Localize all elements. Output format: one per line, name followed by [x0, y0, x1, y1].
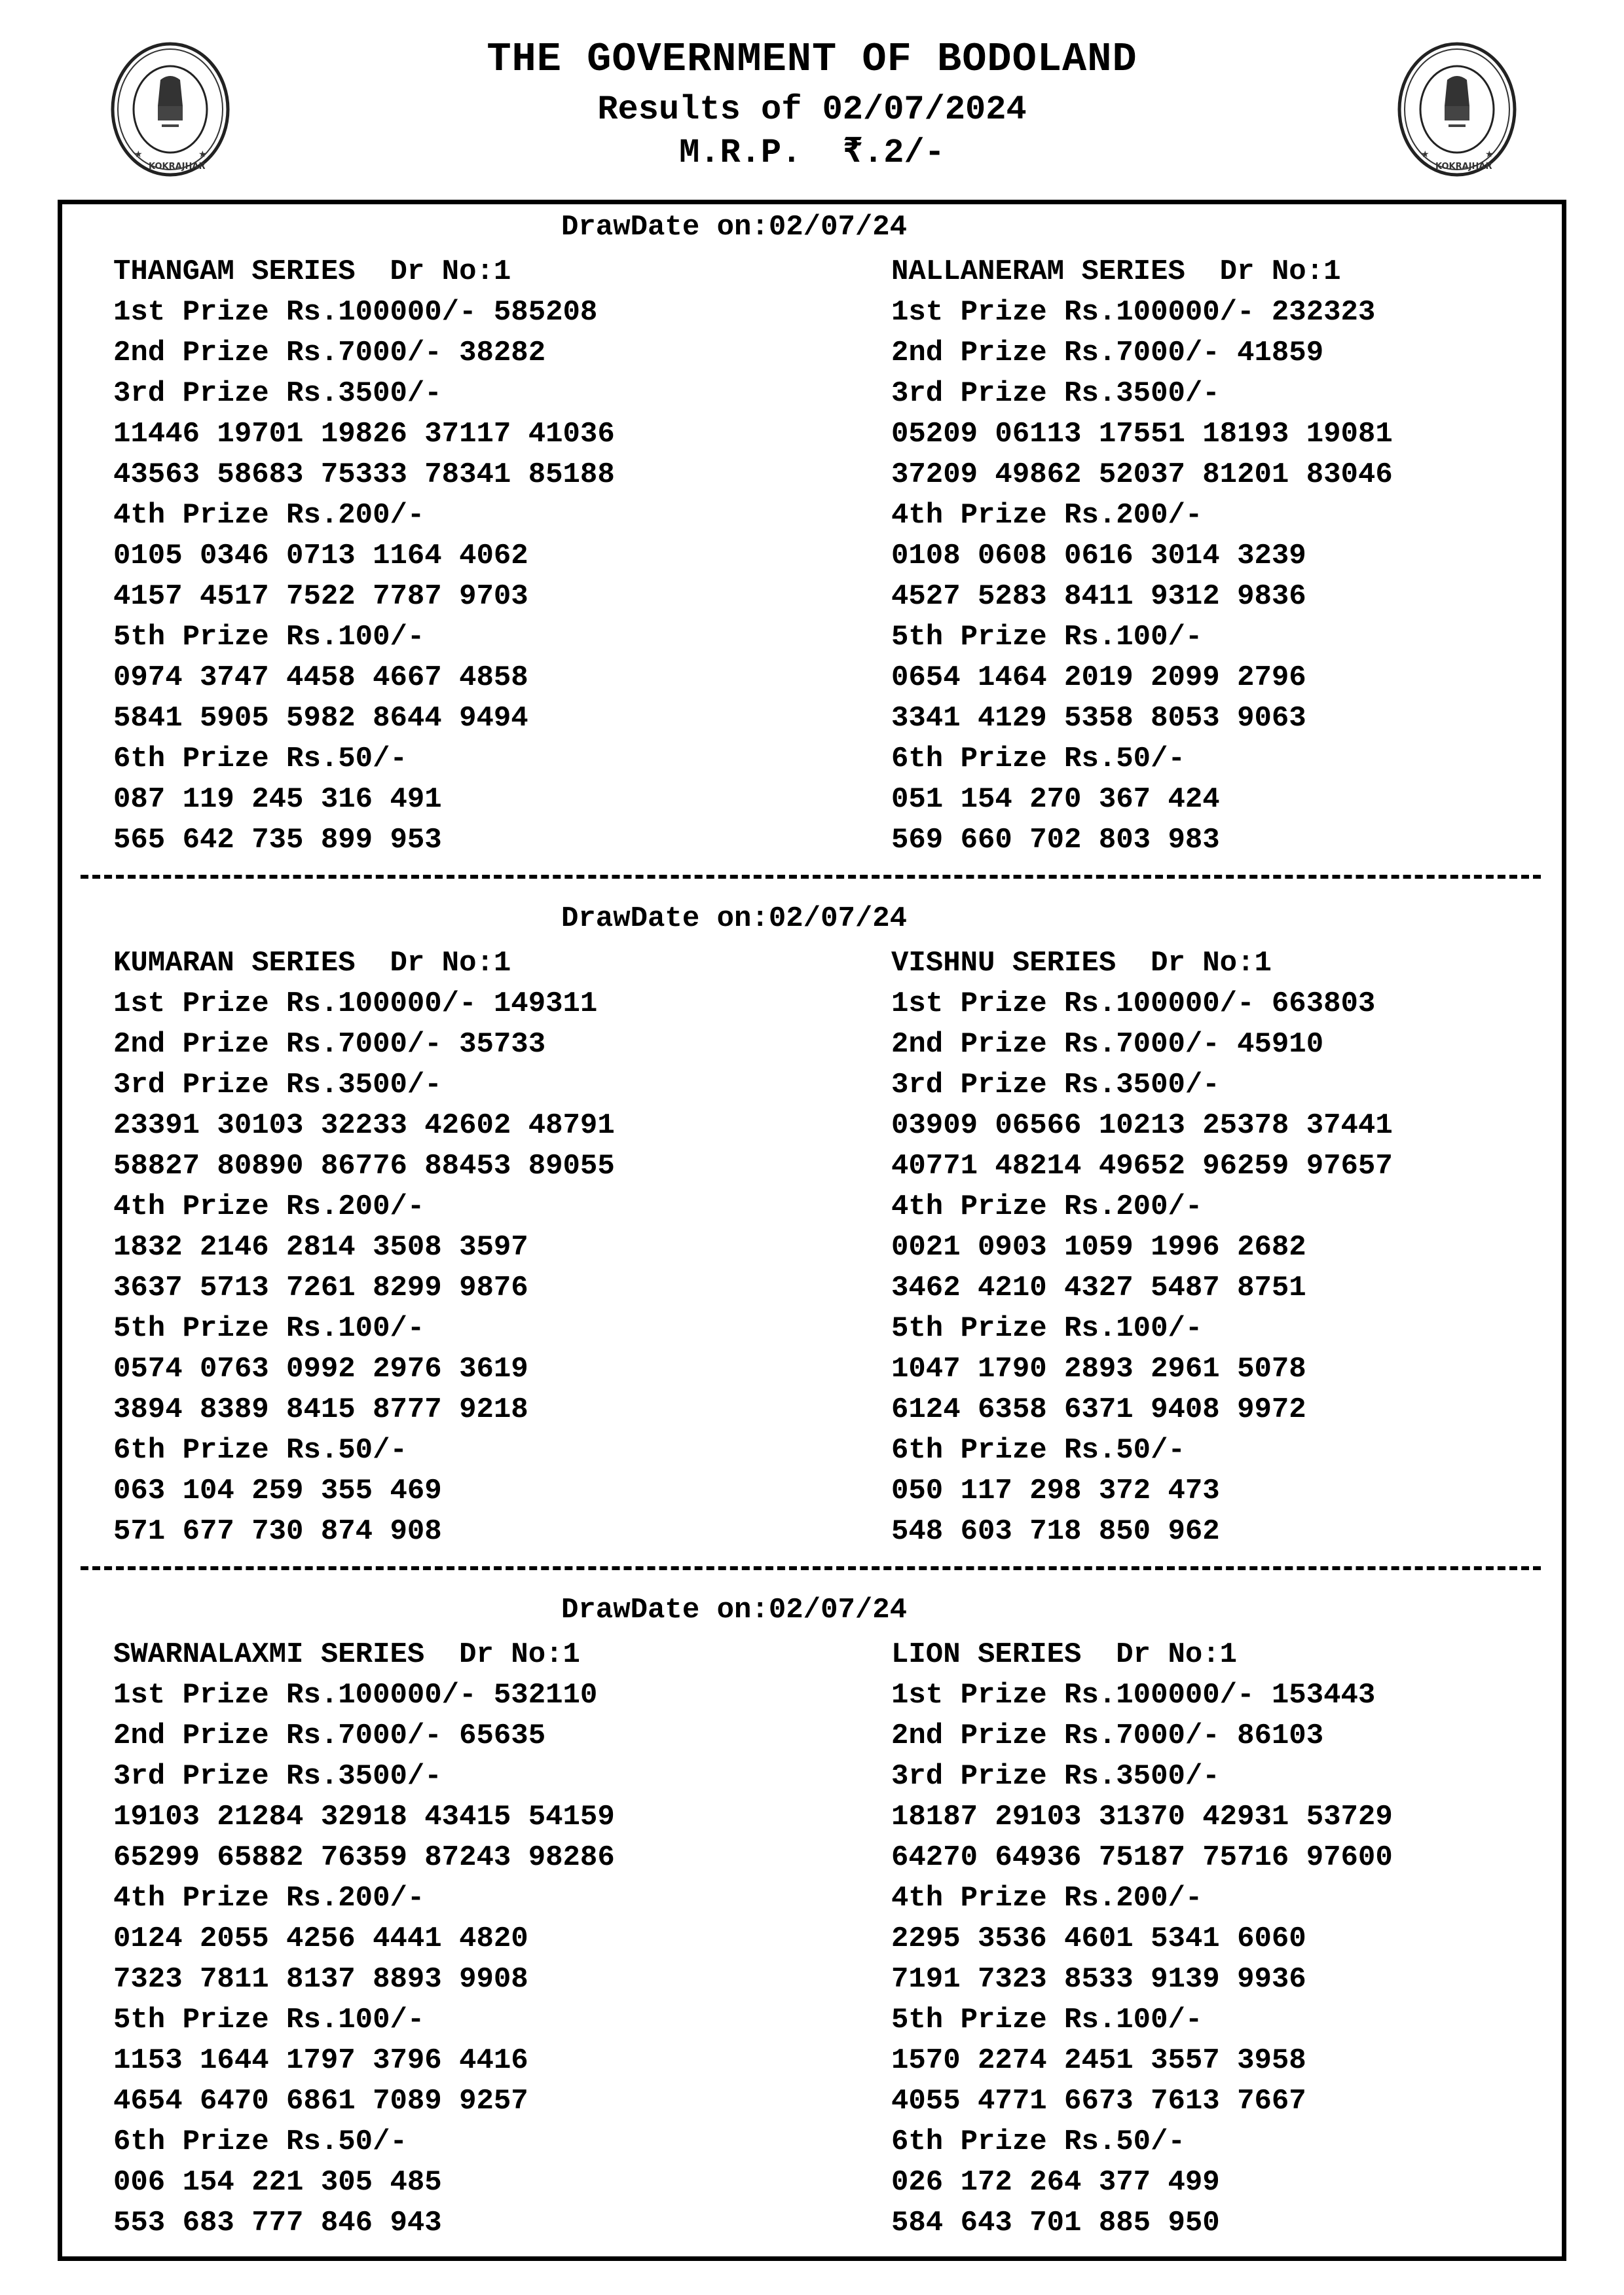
fourth-prize-numbers: 1832 2146 2814 3508 3597: [113, 1231, 528, 1264]
fifth-prize-label: 5th Prize Rs.100/-: [891, 621, 1203, 653]
series-title: THANGAM SERIES Dr No:1: [113, 255, 511, 288]
fourth-prize-label: 4th Prize Rs.200/-: [891, 1882, 1203, 1915]
first-prize: 1st Prize Rs.100000/- 149311: [113, 987, 598, 1020]
series-column-left: [113, 943, 615, 1552]
fifth-prize-numbers: 1153 1644 1797 3796 4416: [113, 2044, 528, 2077]
sixth-prize-numbers: 584 643 701 885 950: [891, 2207, 1220, 2239]
third-prize-label: 3rd Prize Rs.3500/-: [891, 1760, 1220, 1793]
sixth-prize-numbers: 051 154 270 367 424: [891, 783, 1220, 816]
third-prize-numbers: 18187 29103 31370 42931 53729: [891, 1801, 1393, 1833]
sixth-prize-label: 6th Prize Rs.50/-: [113, 2125, 407, 2158]
third-prize-label: 3rd Prize Rs.3500/-: [891, 377, 1220, 410]
third-prize-numbers: 58827 80890 86776 88453 89055: [113, 1150, 615, 1183]
second-prize: 2nd Prize Rs.7000/- 65635: [113, 1719, 546, 1752]
sixth-prize-label: 6th Prize Rs.50/-: [891, 1434, 1185, 1467]
sixth-prize-numbers: 063 104 259 355 469: [113, 1475, 442, 1507]
results-date: Results of 02/07/2024: [597, 90, 1027, 129]
dashed-divider: [81, 1566, 1541, 1570]
fourth-prize-numbers: 0108 0608 0616 3014 3239: [891, 540, 1306, 572]
fifth-prize-label: 5th Prize Rs.100/-: [891, 2004, 1203, 2036]
series-column-right: [891, 251, 1393, 860]
fourth-prize-numbers: 0021 0903 1059 1996 2682: [891, 1231, 1306, 1264]
fifth-prize-numbers: 3341 4129 5358 8053 9063: [891, 702, 1306, 735]
third-prize-numbers: 03909 06566 10213 25378 37441: [891, 1109, 1393, 1142]
third-prize-numbers: 40771 48214 49652 96259 97657: [891, 1150, 1393, 1183]
fourth-prize-numbers: 4527 5283 8411 9312 9836: [891, 580, 1306, 613]
second-prize: 2nd Prize Rs.7000/- 35733: [113, 1028, 546, 1061]
series-column-left: [113, 1634, 615, 2243]
svg-text:KOKRAJHAR: KOKRAJHAR: [1435, 162, 1492, 172]
third-prize-numbers: 65299 65882 76359 87243 98286: [113, 1841, 615, 1874]
svg-text:★: ★: [134, 149, 143, 160]
sixth-prize-numbers: 050 117 298 372 473: [891, 1475, 1220, 1507]
third-prize-numbers: 11446 19701 19826 37117 41036: [113, 418, 615, 450]
fourth-prize-numbers: 7191 7323 8533 9139 9936: [891, 1963, 1306, 1996]
results-frame: [58, 200, 1566, 2261]
third-prize-numbers: 64270 64936 75187 75716 97600: [891, 1841, 1393, 1874]
series-column-right: [891, 1634, 1393, 2243]
sixth-prize-numbers: 006 154 221 305 485: [113, 2166, 442, 2199]
series-column-right: [891, 943, 1393, 1552]
series-column-left: [113, 251, 615, 860]
page-title: THE GOVERNMENT OF BODOLAND: [487, 36, 1137, 83]
fifth-prize-numbers: 1570 2274 2451 3557 3958: [891, 2044, 1306, 2077]
fifth-prize-numbers: 0654 1464 2019 2099 2796: [891, 661, 1306, 694]
fifth-prize-label: 5th Prize Rs.100/-: [113, 1312, 425, 1345]
fourth-prize-label: 4th Prize Rs.200/-: [891, 1190, 1203, 1223]
third-prize-numbers: 37209 49862 52037 81201 83046: [891, 458, 1393, 491]
fifth-prize-numbers: 6124 6358 6371 9408 9972: [891, 1393, 1306, 1426]
sixth-prize-numbers: 087 119 245 316 491: [113, 783, 442, 816]
sixth-prize-numbers: 565 642 735 899 953: [113, 824, 442, 856]
third-prize-label: 3rd Prize Rs.3500/-: [113, 377, 442, 410]
mrp-price: M.R.P. ₹.2/-: [679, 134, 945, 172]
sixth-prize-label: 6th Prize Rs.50/-: [113, 1434, 407, 1467]
third-prize-label: 3rd Prize Rs.3500/-: [113, 1760, 442, 1793]
first-prize: 1st Prize Rs.100000/- 663803: [891, 987, 1376, 1020]
third-prize-numbers: 19103 21284 32918 43415 54159: [113, 1801, 615, 1833]
third-prize-numbers: 05209 06113 17551 18193 19081: [891, 418, 1393, 450]
fourth-prize-numbers: 0105 0346 0713 1164 4062: [113, 540, 528, 572]
dashed-divider: [81, 875, 1541, 879]
second-prize: 2nd Prize Rs.7000/- 45910: [891, 1028, 1324, 1061]
draw-date: DrawDate on:02/07/24: [561, 902, 908, 935]
series-title: NALLANERAM SERIES Dr No:1: [891, 255, 1341, 288]
fourth-prize-label: 4th Prize Rs.200/-: [891, 499, 1203, 532]
fifth-prize-label: 5th Prize Rs.100/-: [113, 2004, 425, 2036]
fifth-prize-numbers: 4055 4771 6673 7613 7667: [891, 2085, 1306, 2118]
fourth-prize-label: 4th Prize Rs.200/-: [113, 1882, 425, 1915]
sixth-prize-numbers: 548 603 718 850 962: [891, 1515, 1220, 1548]
svg-text:★: ★: [198, 149, 207, 160]
sixth-prize-numbers: 553 683 777 846 943: [113, 2207, 442, 2239]
first-prize: 1st Prize Rs.100000/- 153443: [891, 1679, 1376, 1712]
fifth-prize-label: 5th Prize Rs.100/-: [113, 621, 425, 653]
first-prize: 1st Prize Rs.100000/- 585208: [113, 296, 598, 329]
fourth-prize-label: 4th Prize Rs.200/-: [113, 499, 425, 532]
third-prize-numbers: 43563 58683 75333 78341 85188: [113, 458, 615, 491]
third-prize-label: 3rd Prize Rs.3500/-: [113, 1069, 442, 1101]
sixth-prize-numbers: 569 660 702 803 983: [891, 824, 1220, 856]
fourth-prize-numbers: 4157 4517 7522 7787 9703: [113, 580, 528, 613]
sixth-prize-numbers: 571 677 730 874 908: [113, 1515, 442, 1548]
sixth-prize-label: 6th Prize Rs.50/-: [891, 743, 1185, 775]
second-prize: 2nd Prize Rs.7000/- 86103: [891, 1719, 1324, 1752]
series-title: LION SERIES Dr No:1: [891, 1638, 1238, 1671]
fifth-prize-numbers: 4654 6470 6861 7089 9257: [113, 2085, 528, 2118]
fourth-prize-numbers: 2295 3536 4601 5341 6060: [891, 1922, 1306, 1955]
svg-text:★: ★: [1485, 149, 1494, 160]
fourth-prize-numbers: 3462 4210 4327 5487 8751: [891, 1272, 1306, 1304]
page-header: [0, 0, 1624, 196]
fifth-prize-numbers: 3894 8389 8415 8777 9218: [113, 1393, 528, 1426]
sixth-prize-numbers: 026 172 264 377 499: [891, 2166, 1220, 2199]
series-title: KUMARAN SERIES Dr No:1: [113, 947, 511, 980]
draw-date: DrawDate on:02/07/24: [561, 1594, 908, 1626]
fourth-prize-numbers: 7323 7811 8137 8893 9908: [113, 1963, 528, 1996]
fifth-prize-numbers: 1047 1790 2893 2961 5078: [891, 1353, 1306, 1386]
first-prize: 1st Prize Rs.100000/- 532110: [113, 1679, 598, 1712]
third-prize-label: 3rd Prize Rs.3500/-: [891, 1069, 1220, 1101]
fifth-prize-numbers: 5841 5905 5982 8644 9494: [113, 702, 528, 735]
first-prize: 1st Prize Rs.100000/- 232323: [891, 296, 1376, 329]
fourth-prize-numbers: 3637 5713 7261 8299 9876: [113, 1272, 528, 1304]
series-title: SWARNALAXMI SERIES Dr No:1: [113, 1638, 580, 1671]
fourth-prize-label: 4th Prize Rs.200/-: [113, 1190, 425, 1223]
sixth-prize-label: 6th Prize Rs.50/-: [891, 2125, 1185, 2158]
svg-text:KOKRAJHAR: KOKRAJHAR: [149, 162, 206, 172]
fifth-prize-numbers: 0974 3747 4458 4667 4858: [113, 661, 528, 694]
sixth-prize-label: 6th Prize Rs.50/-: [113, 743, 407, 775]
fourth-prize-numbers: 0124 2055 4256 4441 4820: [113, 1922, 528, 1955]
draw-date: DrawDate on:02/07/24: [561, 211, 908, 244]
fifth-prize-label: 5th Prize Rs.100/-: [891, 1312, 1203, 1345]
series-title: VISHNU SERIES Dr No:1: [891, 947, 1272, 980]
svg-text:★: ★: [1421, 149, 1430, 160]
fifth-prize-numbers: 0574 0763 0992 2976 3619: [113, 1353, 528, 1386]
third-prize-numbers: 23391 30103 32233 42602 48791: [113, 1109, 615, 1142]
second-prize: 2nd Prize Rs.7000/- 41859: [891, 337, 1324, 369]
second-prize: 2nd Prize Rs.7000/- 38282: [113, 337, 546, 369]
